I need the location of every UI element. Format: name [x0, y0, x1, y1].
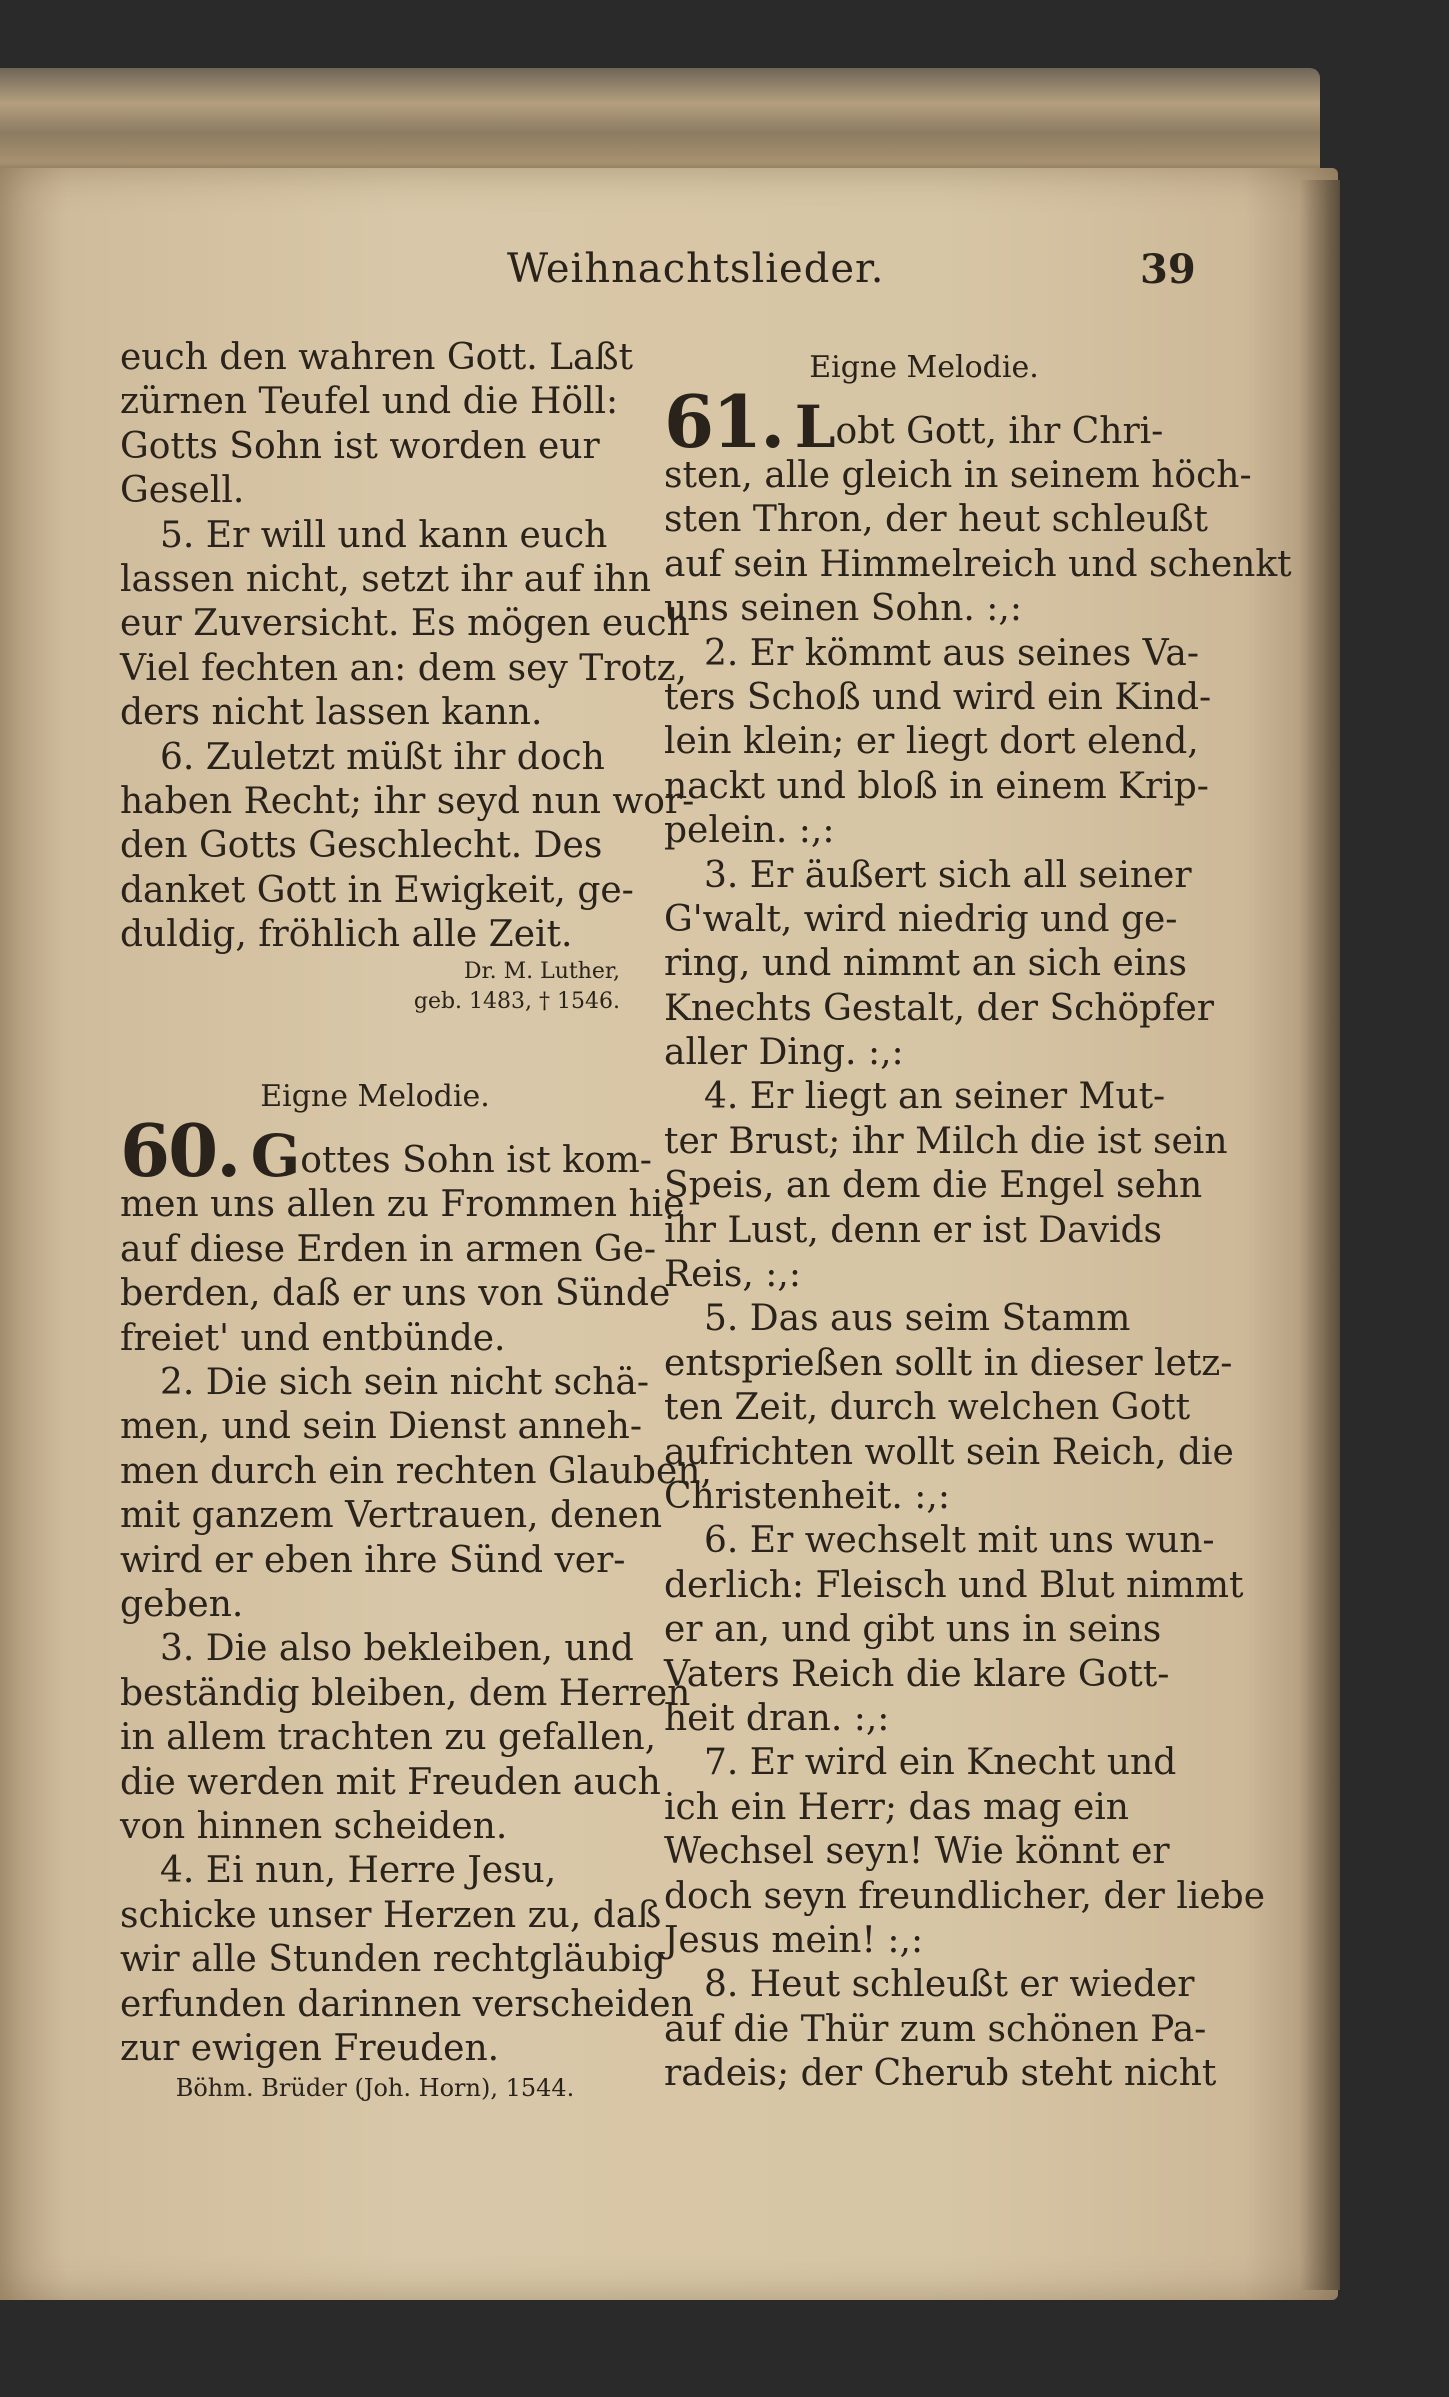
- verse-line: schicke unser Herzen zu, daß: [120, 1894, 662, 1936]
- verse-line: 3. Er äußert sich all seiner: [704, 854, 1192, 896]
- author-attribution: Böhm. Brüder (Joh. Horn), 1544.: [175, 2074, 575, 2103]
- verse-line: nackt und bloß in einem Krip-: [664, 765, 1209, 807]
- verse-line: ich ein Herr; das mag ein: [664, 1786, 1129, 1828]
- verse-line: auf die Thür zum schönen Pa-: [664, 2008, 1207, 2050]
- verse-line: Christenheit. :,:: [664, 1475, 950, 1517]
- hymn-number: 61.: [664, 379, 784, 464]
- verse-line: von hinnen scheiden.: [120, 1805, 508, 1847]
- verse-line: ten Zeit, durch welchen Gott: [664, 1387, 1191, 1429]
- verse-line: Wechsel seyn! Wie könnt er: [664, 1831, 1170, 1873]
- verse-line: doch seyn freundlicher, der liebe: [664, 1875, 1266, 1917]
- verse-line: sten Thron, der heut schleußt: [664, 499, 1208, 541]
- verse-line: berden, daß er uns von Sünde: [120, 1273, 671, 1315]
- verse-line: G'walt, wird niedrig und ge-: [664, 898, 1178, 940]
- verse-line: wir alle Stunden rechtgläubig: [120, 1939, 666, 1981]
- verse-line: in allem trachten zu gefallen,: [120, 1717, 657, 1759]
- verse-line: 5. Das aus seim Stamm: [704, 1298, 1131, 1340]
- text-line: Gotts Sohn ist worden eur: [120, 425, 600, 467]
- verse-line: men, und sein Dienst anneh-: [120, 1406, 643, 1448]
- author-attribution: Dr. M. Luther,: [463, 959, 620, 985]
- verse-line: den Gotts Geschlecht. Des: [120, 825, 603, 867]
- verse-line: radeis; der Cherub steht nicht: [664, 2053, 1217, 2095]
- verse-line: aufrichten wollt sein Reich, die: [664, 1431, 1234, 1473]
- verse-line: pelein. :,:: [664, 810, 835, 852]
- hymn-start-line: [120, 1108, 652, 1194]
- initial-letter: G: [250, 1122, 301, 1191]
- verse-line: aller Ding. :,:: [664, 1032, 904, 1074]
- verse-line: obt Gott, ihr Chri-: [835, 411, 1164, 452]
- verse-line: heit dran. :,:: [664, 1697, 890, 1739]
- verse-line: freiet' und entbünde.: [120, 1317, 506, 1359]
- verse-line: men durch ein rechten Glauben,: [120, 1450, 712, 1492]
- verse-line: derlich: Fleisch und Blut nimmt: [664, 1564, 1244, 1606]
- verse-line: eur Zuversicht. Es mögen euch: [120, 603, 690, 645]
- verse-line: Speis, an dem die Engel sehn: [664, 1165, 1203, 1207]
- page-fore-edge: [1300, 180, 1340, 2290]
- text-line: Gesell.: [120, 470, 245, 512]
- verse-line: 2. Er kömmt aus seines Va-: [704, 632, 1199, 674]
- verse-line: ders nicht lassen kann.: [120, 692, 543, 734]
- verse-line: 2. Die sich sein nicht schä-: [160, 1362, 650, 1404]
- verse-line: erfunden darinnen verscheiden: [120, 1983, 694, 2025]
- verse-line: ring, und nimmt an sich eins: [664, 943, 1187, 985]
- verse-line: sten, alle gleich in seinem höch-: [664, 455, 1252, 496]
- verse-line: 4. Ei nun, Herre Jesu,: [160, 1850, 557, 1892]
- verse-line: 7. Er wird ein Knecht und: [704, 1742, 1177, 1784]
- initial-letter: L: [794, 393, 836, 461]
- verse-line: 6. Zuletzt müßt ihr doch: [160, 736, 605, 778]
- verse-line: haben Recht; ihr seyd nun wor-: [120, 780, 695, 822]
- verse-line: zur ewigen Freuden.: [120, 2027, 500, 2069]
- verse-line: uns seinen Sohn. :,:: [664, 588, 1022, 630]
- verse-line: Jesus mein! :,:: [664, 1919, 924, 1961]
- spacer: [120, 1017, 630, 1075]
- author-dates: geb. 1483, † 1546.: [413, 989, 620, 1015]
- verse-line: ihr Lust, denn er ist Davids: [664, 1209, 1162, 1251]
- verse-line: lassen nicht, setzt ihr auf ihn: [120, 558, 652, 600]
- verse-line: Reis, :,:: [664, 1254, 801, 1296]
- verse-line: lein klein; er liegt dort elend,: [664, 721, 1199, 763]
- left-column: [120, 336, 712, 2105]
- verse-line: danket Gott in Ewigkeit, ge-: [120, 869, 634, 911]
- verse-line: auf sein Himmelreich und schenkt: [664, 543, 1292, 585]
- verse-line: 4. Er liegt an seiner Mut-: [704, 1076, 1166, 1118]
- verse-line: geben.: [120, 1583, 244, 1625]
- verse-line: ter Brust; ihr Milch die ist sein: [664, 1120, 1228, 1162]
- text-line: euch den wahren Gott. Laßt: [120, 337, 633, 378]
- verse-line: auf diese Erden in armen Ge-: [120, 1228, 657, 1270]
- verse-line: duldig, fröhlich alle Zeit.: [120, 914, 573, 956]
- verse-line: beständig bleiben, dem Herren: [120, 1672, 691, 1714]
- verse-line: men uns allen zu Frommen hie: [120, 1184, 685, 1226]
- hymn-number: 60.: [120, 1108, 240, 1194]
- verse-line: Vaters Reich die klare Gott-: [664, 1653, 1170, 1695]
- verse-line: entsprießen sollt in dieser letz-: [664, 1342, 1233, 1384]
- verse-line: mit ganzem Vertrauen, denen: [120, 1495, 663, 1537]
- verse-line: wird er eben ihre Sünd ver-: [120, 1539, 626, 1581]
- verse-line: 3. Die also bekleiben, und: [160, 1628, 634, 1670]
- verse-line: Knechts Gestalt, der Schöpfer: [664, 987, 1215, 1029]
- running-head: Weihnachtslieder.: [507, 246, 885, 292]
- verse-line: 8. Heut schleußt er wieder: [704, 1964, 1195, 2006]
- verse-line: er an, und gibt uns in seins: [664, 1609, 1162, 1651]
- page-number: 39: [1140, 246, 1196, 293]
- verse-line: 5. Er will und kann euch: [160, 514, 608, 556]
- verse-line: 6. Er wechselt mit uns wun-: [704, 1520, 1215, 1562]
- verse-line: ters Schoß und wird ein Kind-: [664, 676, 1212, 718]
- text-line: zürnen Teufel und die Höll:: [120, 381, 619, 423]
- verse-line: Viel fechten an: dem sey Trotz,: [120, 647, 687, 689]
- right-column: [664, 346, 1292, 2096]
- melody-heading: Eigne Melodie.: [809, 350, 1039, 385]
- hymn-start-line: [664, 379, 1184, 464]
- melody-heading: Eigne Melodie.: [260, 1079, 490, 1115]
- verse-line: ottes Sohn ist kom-: [300, 1140, 652, 1182]
- verse-line: die werden mit Freuden auch: [120, 1761, 661, 1803]
